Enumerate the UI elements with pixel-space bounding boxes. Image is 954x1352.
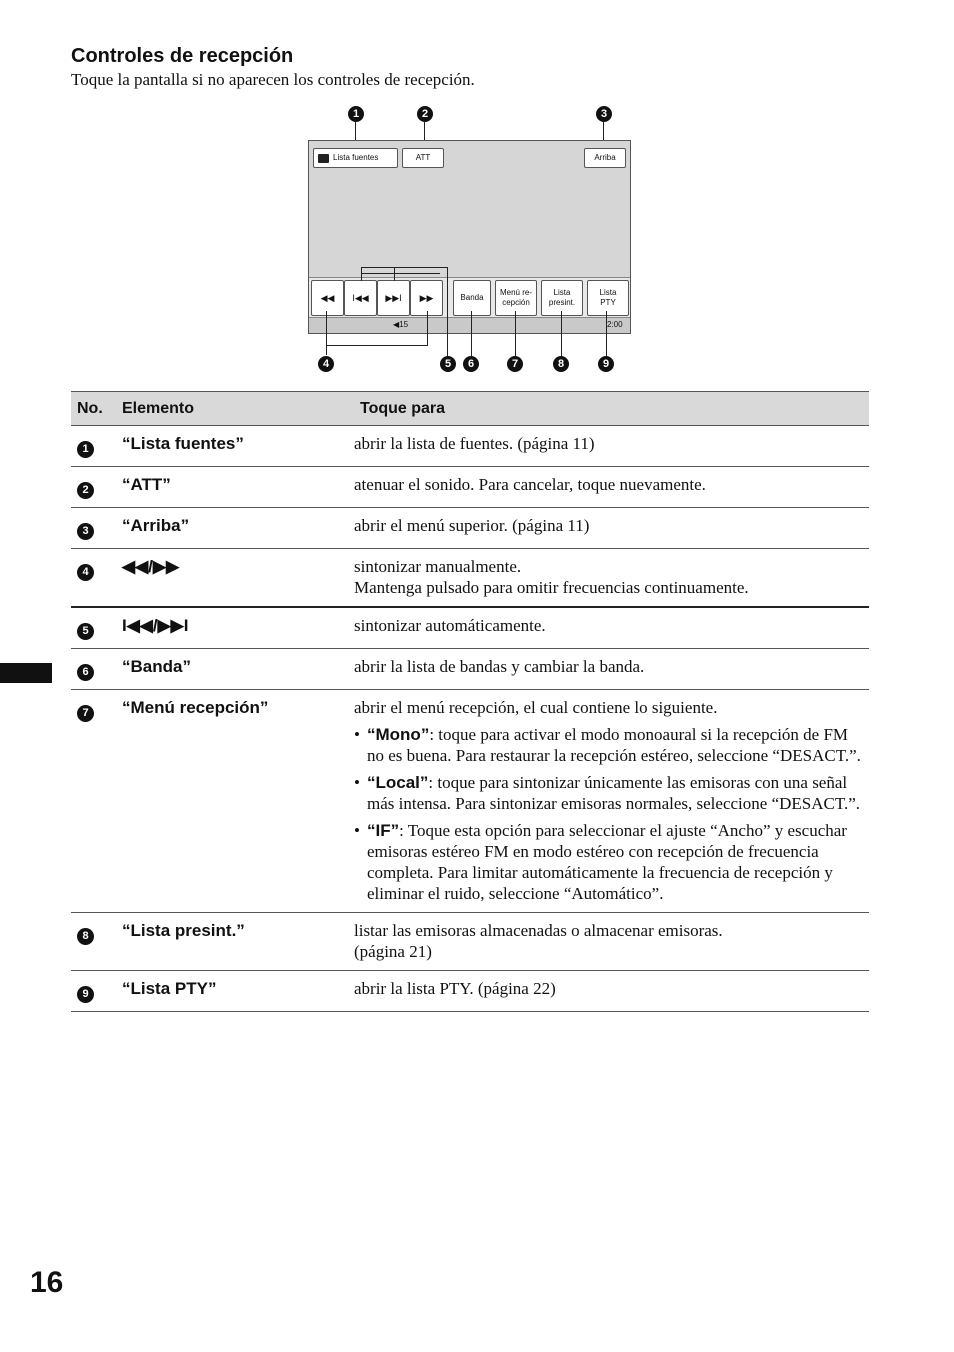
row-number: 6: [77, 664, 94, 681]
callout-9: 9: [598, 356, 614, 372]
bullet-dot: •: [354, 821, 360, 840]
controls-table: [71, 391, 869, 1012]
row-item: “Lista presint.”: [116, 913, 354, 971]
row-desc: Mantenga pulsado para omitir frecuencias continuamente.: [354, 578, 749, 597]
rewind-button[interactable]: ◀◀: [311, 280, 344, 316]
bullet-keyword: “Local”: [367, 773, 429, 792]
row-desc: abrir la lista de fuentes. (página 11): [354, 434, 595, 453]
att-button[interactable]: ATT: [402, 148, 444, 168]
callout-3: 3: [596, 106, 612, 122]
lista-pty-label-1: Lista: [599, 288, 617, 297]
row-item: “ATT”: [116, 467, 354, 508]
bracket-4-right: [427, 311, 428, 346]
table-row: [71, 508, 869, 549]
row-desc: abrir el menú recepción, el cual contiene lo siguiente.: [354, 698, 718, 717]
clock: 2:00: [607, 320, 623, 329]
row-desc: abrir la lista de bandas y cambiar la banda.: [354, 657, 645, 676]
bullet-dot: •: [354, 725, 360, 744]
lista-presint-label-1: Lista: [553, 288, 571, 297]
table-row: [71, 971, 869, 1012]
row-number: 4: [77, 564, 94, 581]
row-number: 7: [77, 705, 94, 722]
bracket-5-left: [361, 267, 362, 281]
bracket-5-mid: [394, 267, 395, 281]
arriba-button[interactable]: Arriba: [584, 148, 626, 168]
fast-forward-button[interactable]: ▶▶: [410, 280, 443, 316]
row-number: 1: [77, 441, 94, 458]
bullet-dot: •: [354, 773, 360, 792]
lista-presint-label-2: presint.: [548, 298, 576, 307]
bullet-text: : toque para sintonizar únicamente las emisoras con una señal más intensa. Para sintonizar emisoras normales, seleccione “DESACT.”.: [367, 773, 861, 813]
callout-6: 6: [463, 356, 479, 372]
callout-8: 8: [553, 356, 569, 372]
row-item: “Arriba”: [116, 508, 354, 549]
table-header-row: [71, 392, 869, 426]
row-desc: (página 21): [354, 942, 432, 961]
header-action: Toque para: [354, 392, 869, 426]
bracket-5-top: [361, 267, 448, 268]
leader-line-6: [471, 311, 472, 356]
bullet-keyword: “IF”: [367, 821, 400, 840]
header-no: No.: [71, 392, 116, 426]
table-row: [71, 549, 869, 608]
row-number: 9: [77, 986, 94, 1003]
table-row: [71, 649, 869, 690]
section-tab-marker: [0, 663, 52, 683]
next-seek-button[interactable]: ▶▶I: [377, 280, 410, 316]
bullet-text: : Toque esta opción para seleccionar el ajuste “Ancho” y escuchar emisoras estéreo FM en modo estéreo con recepción de frecuencia completa. Para limitar automáticamente la frecuencia de recepción y eliminar el ruido, seleccione “Automático”.: [367, 821, 847, 903]
table-row: [71, 690, 869, 913]
callout-1: 1: [348, 106, 364, 122]
row-item: I◀◀/▶▶I: [116, 607, 354, 649]
section-subtitle: Toque la pantalla si no aparecen los controles de recepción.: [71, 70, 475, 89]
row-item: ◀◀/▶▶: [116, 549, 354, 608]
callout-2: 2: [417, 106, 433, 122]
bullet-mono: [354, 724, 863, 766]
row-item: “Banda”: [116, 649, 354, 690]
bracket-5-right: [447, 267, 448, 356]
header-item: Elemento: [116, 392, 354, 426]
row-desc: sintonizar manualmente.: [354, 557, 522, 576]
bracket-4-left: [326, 311, 327, 355]
row-desc: sintonizar automáticamente.: [354, 616, 546, 635]
section-title: Controles de recepción: [71, 45, 294, 67]
menu-recepcion-label-2: cepción: [502, 298, 530, 307]
leader-line-7: [515, 311, 516, 356]
leader-line-9: [606, 311, 607, 356]
table-row: [71, 913, 869, 971]
callout-4: 4: [318, 356, 334, 372]
row-number: 8: [77, 928, 94, 945]
device-screen: [308, 140, 631, 334]
table-row: [71, 467, 869, 508]
lista-fuentes-label: Lista fuentes: [333, 153, 379, 162]
row-item: “Lista PTY”: [116, 971, 354, 1012]
callout-7: 7: [507, 356, 523, 372]
row-desc: abrir la lista PTY. (página 22): [354, 979, 556, 998]
row-desc: atenuar el sonido. Para cancelar, toque nuevamente.: [354, 475, 706, 494]
menu-recepcion-button[interactable]: [495, 280, 537, 316]
table-row: [71, 607, 869, 649]
bullet-local: [354, 772, 863, 814]
volume-indicator: ◀15: [393, 320, 409, 329]
row-item: “Menú recepción”: [116, 690, 354, 913]
page-number: 16: [30, 1266, 64, 1299]
row-number: 3: [77, 523, 94, 540]
prev-seek-button[interactable]: I◀◀: [344, 280, 377, 316]
leader-line-8: [561, 311, 562, 356]
bullet-if: [354, 820, 863, 904]
bullet-keyword: “Mono”: [367, 725, 430, 744]
callout-5: 5: [440, 356, 456, 372]
lista-pty-label-2: PTY: [600, 298, 616, 307]
radio-source-icon: [318, 154, 329, 163]
status-bar: [309, 317, 630, 333]
bullet-text: : toque para activar el modo monoaural si la recepción de FM no es buena. Para restaurar la recepción estéreo, seleccione “DESACT.”.: [367, 725, 861, 765]
bracket-5-inner-top: [361, 273, 440, 274]
row-desc: listar las emisoras almacenadas o almacenar emisoras.: [354, 921, 723, 940]
row-number: 2: [77, 482, 94, 499]
banda-button[interactable]: Banda: [453, 280, 491, 316]
row-desc: abrir el menú superior. (página 11): [354, 516, 590, 535]
control-bar: [309, 277, 630, 317]
table-row: [71, 426, 869, 467]
lista-fuentes-button[interactable]: [313, 148, 398, 168]
bracket-4-bottom: [326, 345, 428, 346]
lista-pty-button[interactable]: [587, 280, 629, 316]
menu-recepcion-label-1: Menú re-: [499, 288, 532, 297]
row-item: “Lista fuentes”: [116, 426, 354, 467]
row-number: 5: [77, 623, 94, 640]
lista-presint-button[interactable]: [541, 280, 583, 316]
